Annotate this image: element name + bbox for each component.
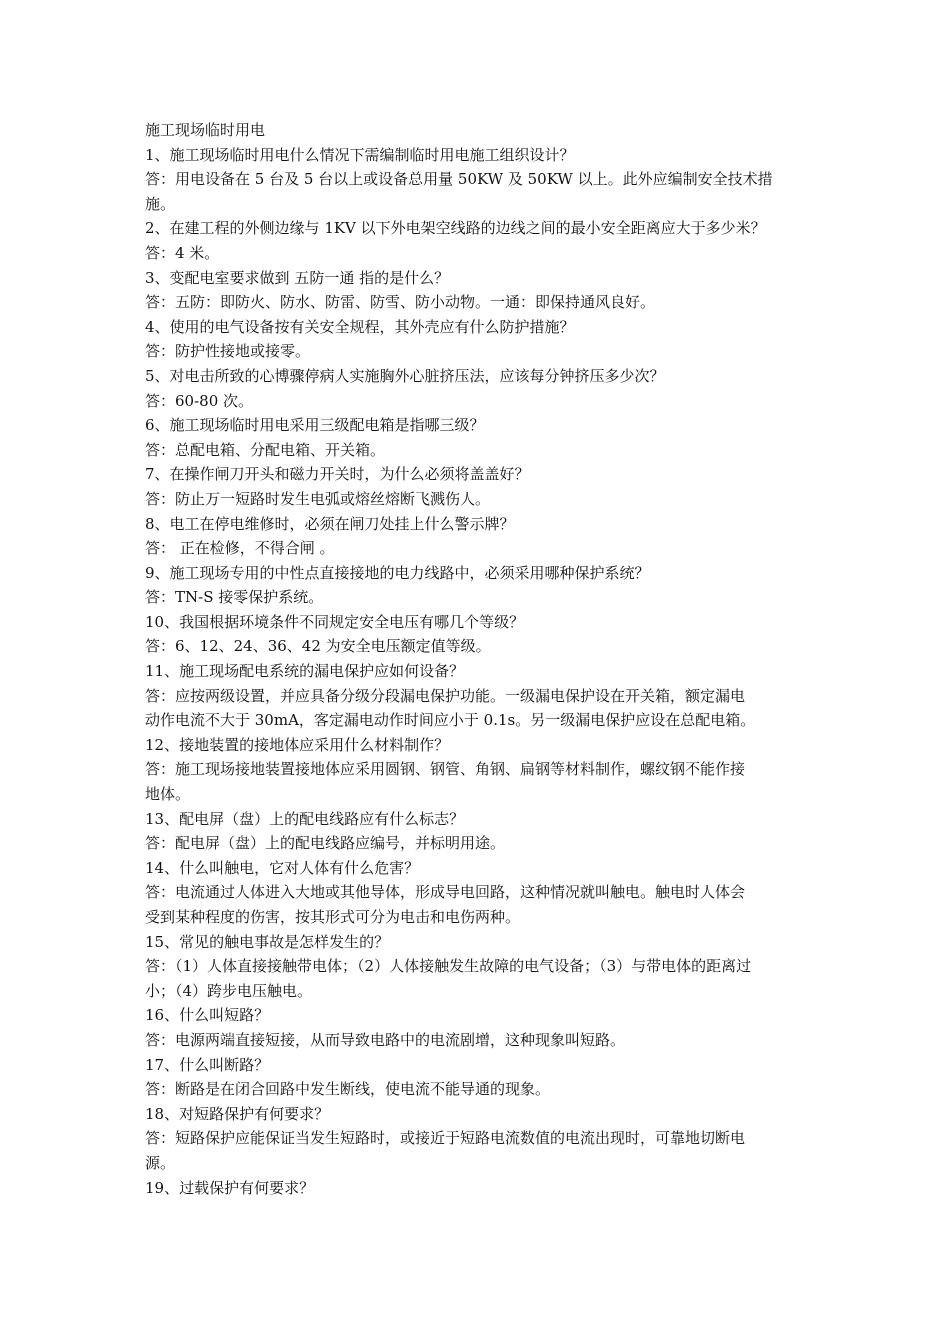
answer-14-line-1: 答：电流通过人体进入大地或其他导体，形成导电回路，这种情况就叫触电。触电时人体会 [145,883,746,902]
question-11: 11、施工现场配电系统的漏电保护应如何设备？ [145,662,465,681]
question-12: 12、接地装置的接地体应采用什么材料制作？ [145,735,450,754]
question-4: 4、使用的电气设备按有关安全规程，其外壳应有什么防护措施？ [145,317,575,336]
answer-18-line-1: 答：短路保护应能保证当发生短路时，或接近于短路电流数值的电流出现时，可靠地切断电 [145,1129,746,1148]
answer-11-line-1: 答：应按两级设置，并应具备分级分段漏电保护功能。一级漏电保护设在开关箱，额定漏电 [145,686,746,705]
question-2: 2、在建工程的外侧边缘与 1KV 以下外电架空线路的边线之间的最小安全距离应大于多少米？ [145,219,766,238]
answer-4-line-1: 答：防护性接地或接零。 [145,342,311,361]
question-14: 14、什么叫触电，它对人体有什么危害？ [145,858,420,877]
question-7: 7、在操作闸刀开头和磁力开关时，为什么必须将盖盖好？ [145,465,530,484]
answer-3-line-1: 答：五防：即防火、防水、防雷、防雪、防小动物。一通：即保持通风良好。 [145,293,656,312]
answer-12-line-1: 答：施工现场接地装置接地体应采用圆钢、钢管、角钢、扁钢等材料制作，螺纹钢不能作接 [145,760,746,779]
question-19: 19、过载保护有何要求？ [145,1178,315,1197]
answer-8-line-1: 答： 正在检修，不得合闸 。 [145,539,335,558]
answer-15-line-1: 答：（1）人体直接接触带电体；（2）人体接触发生故障的电气设备；（3）与带电体的距离过 [145,957,752,976]
answer-16-line-1: 答：电源两端直接短接，从而导致电路中的电流剧增，这种现象叫短路。 [145,1030,626,1049]
qa-list [145,143,825,1201]
question-9: 9、施工现场专用的中性点直接接地的电力线路中，必须采用哪种保护系统？ [145,563,650,582]
question-15: 15、常见的触电事故是怎样发生的？ [145,932,390,951]
answer-7-line-1: 答：防止万一短路时发生电弧或熔丝熔断飞溅伤人。 [145,489,491,508]
question-16: 16、什么叫短路？ [145,1006,270,1025]
answer-18-line-2: 源。 [145,1153,176,1172]
answer-6-line-1: 答：总配电箱、分配电箱、开关箱。 [145,440,386,459]
question-6: 6、施工现场临时用电采用三级配电箱是指哪三级？ [145,416,485,435]
question-13: 13、配电屏（盘）上的配电线路应有什么标志？ [145,809,465,828]
document-page [145,118,825,1200]
answer-17-line-1: 答：断路是在闭合回路中发生断线，使电流不能导通的现象。 [145,1080,551,1099]
answer-14-line-2: 受到某种程度的伤害，按其形式可分为电击和电伤两种。 [145,908,521,926]
question-18: 18、对短路保护有何要求？ [145,1104,330,1123]
question-10: 10、我国根据环境条件不同规定安全电压有哪几个等级？ [145,612,525,631]
answer-10-line-1: 答：6、12、24、36、42 为安全电压额定值等级。 [145,637,491,656]
question-8: 8、电工在停电维修时，必须在闸刀处挂上什么警示牌？ [145,514,515,533]
question-5: 5、对电击所致的心博骤停病人实施胸外心脏挤压法，应该每分钟挤压多少次？ [145,366,665,385]
question-1: 1、施工现场临时用电什么情况下需编制临时用电施工组织设计？ [145,145,575,164]
answer-11-line-2: 动作电流不大于 30mA，客定漏电动作时间应小于 0.1s。另一级漏电保护应设在总配电箱。 [145,711,756,730]
answer-13-line-1: 答：配电屏（盘）上的配电线路应编号，并标明用途。 [145,834,506,853]
answer-15-line-2: 小；（4）跨步电压触电。 [145,981,313,1000]
answer-5-line-1: 答：60-80 次。 [145,391,254,410]
question-3: 3、变配电室要求做到 五防一通 指的是什么？ [145,268,450,287]
answer-2-line-1: 答：4 米。 [145,243,220,262]
answer-1-line-1: 答：用电设备在 5 台及 5 台以上或设备总用量 50KW 及 50KW 以上。此外应编制安全技术措 [145,170,773,189]
document-title: 施工现场临时用电 [145,121,266,139]
answer-12-line-2: 地体。 [145,785,191,804]
answer-9-line-1: 答：TN-S 接零保护系统。 [145,588,324,607]
question-17: 17、什么叫断路？ [145,1055,270,1074]
answer-1-line-2: 施。 [145,194,176,213]
